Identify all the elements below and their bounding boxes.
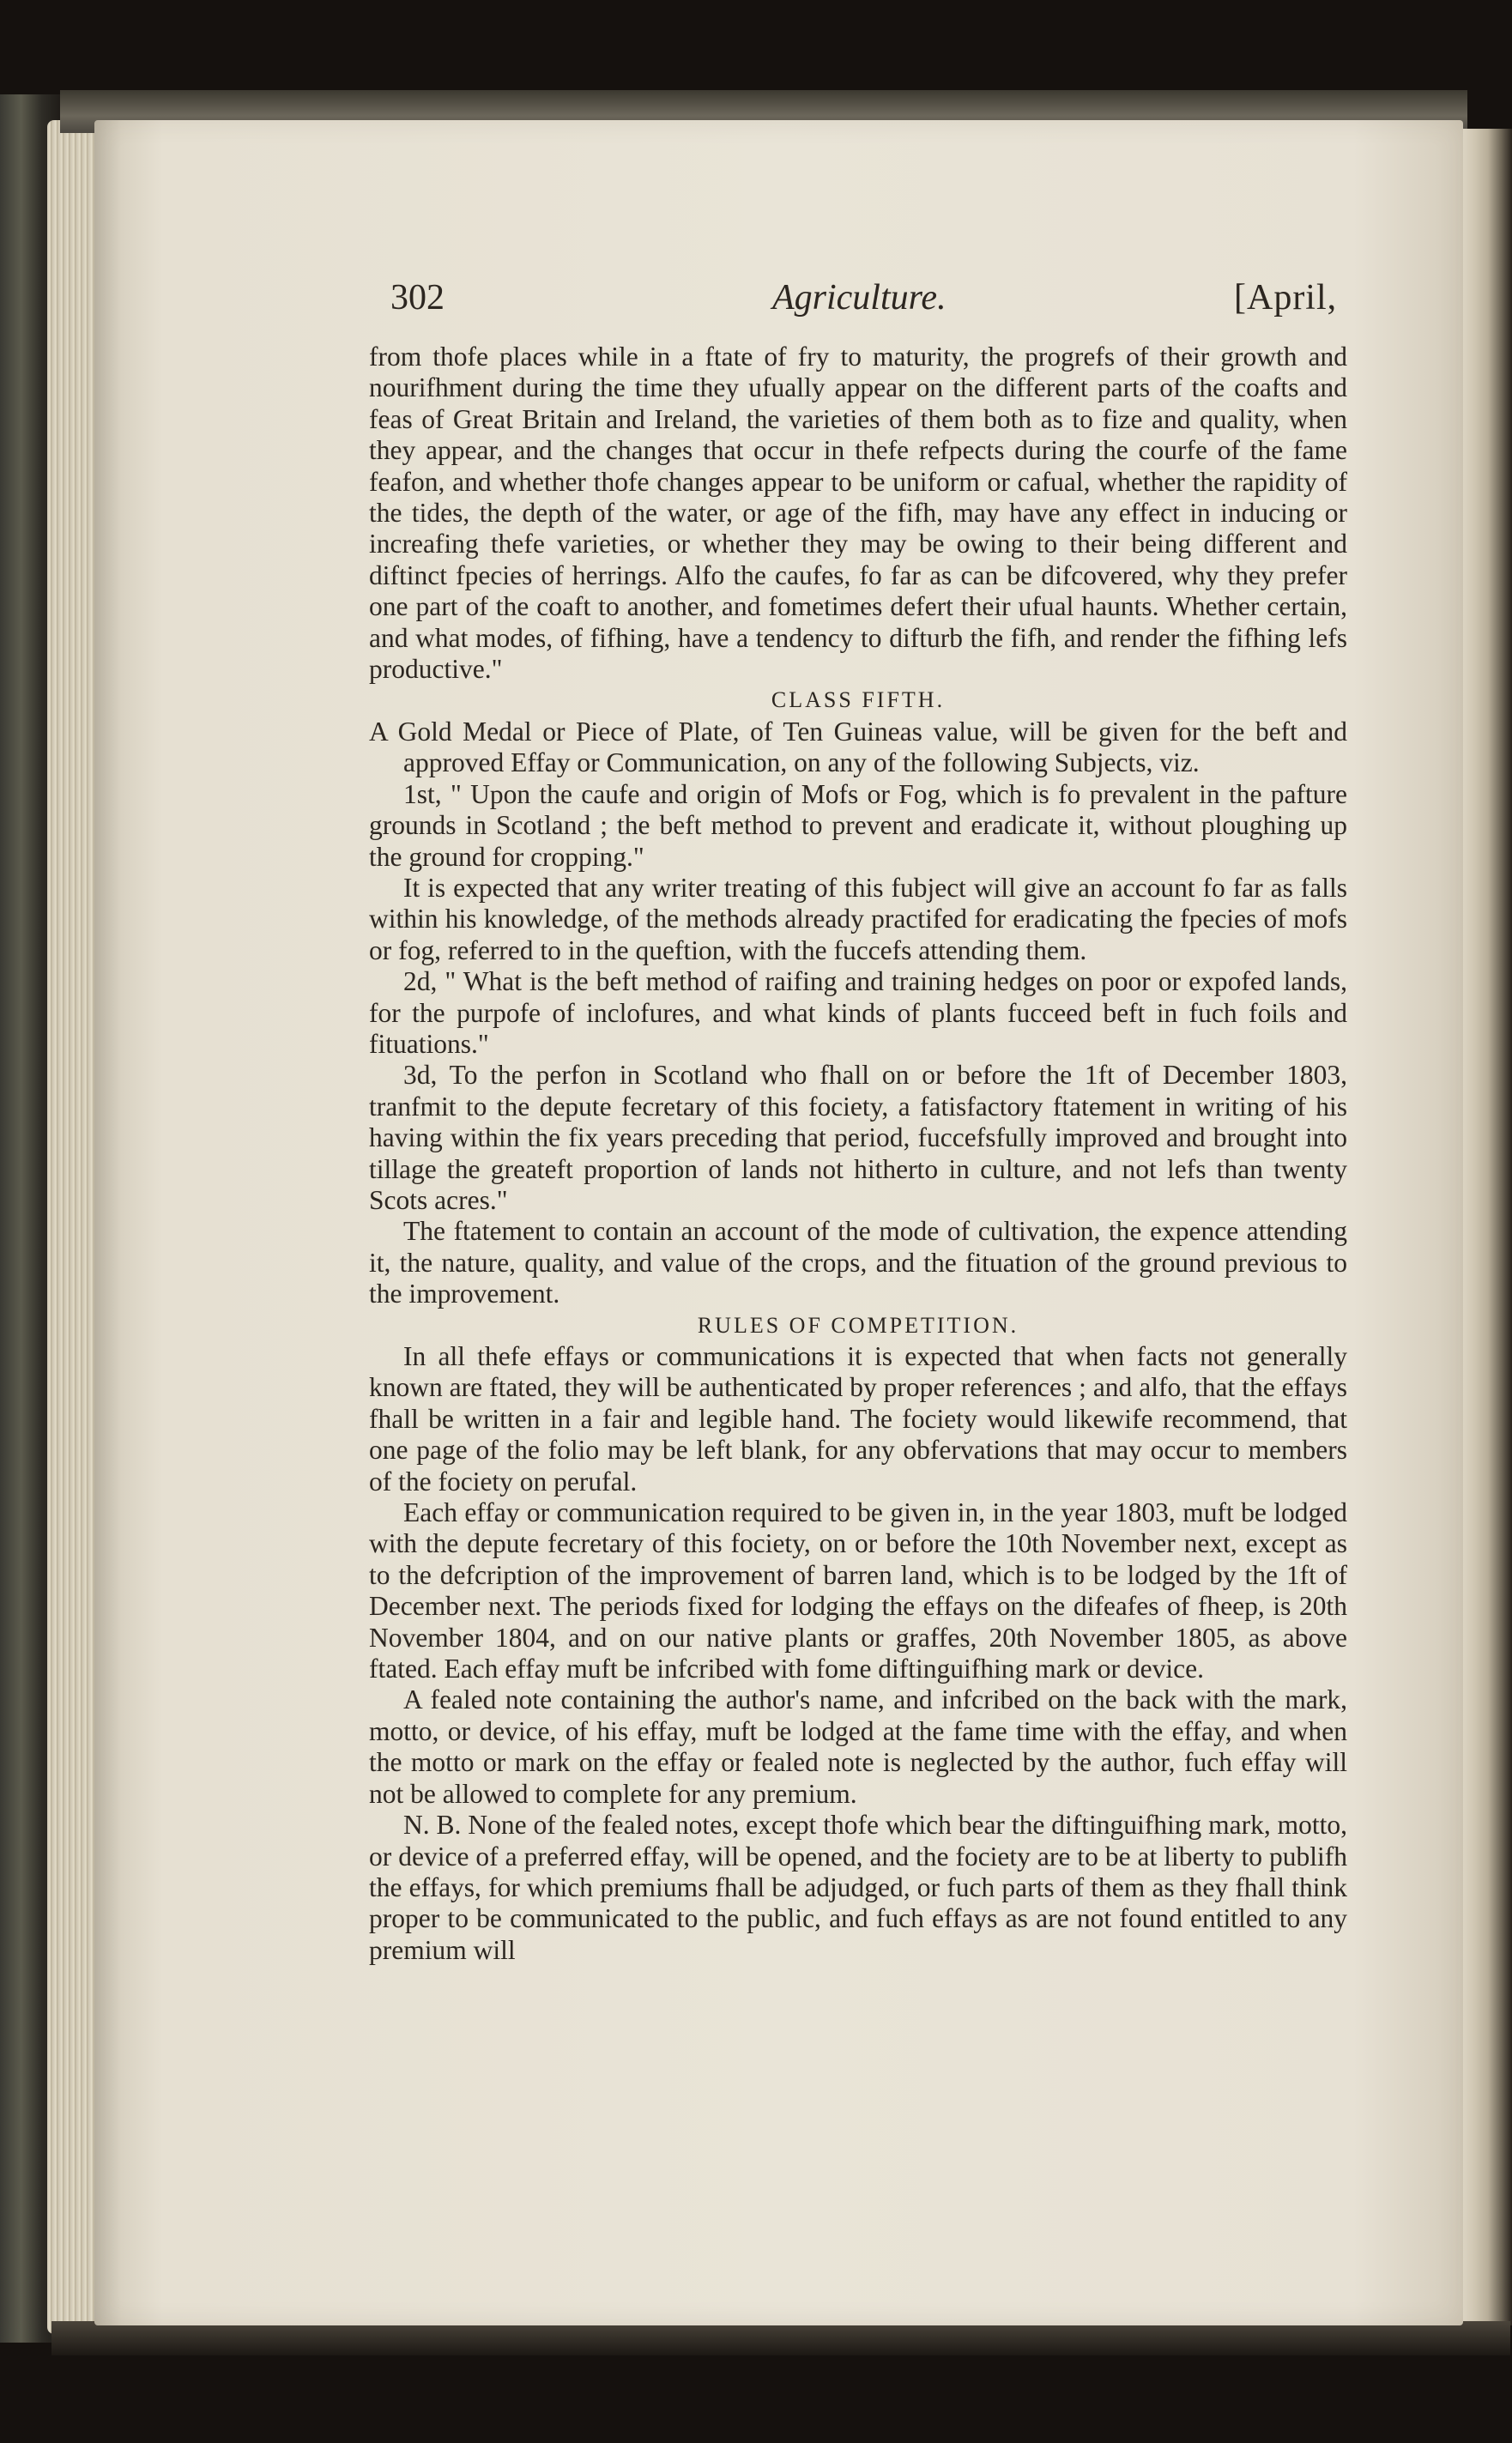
section-heading: RULES OF COMPETITION. bbox=[697, 1312, 1019, 1338]
paragraph: The ftatement to contain an account of the mode of cultivation, the expence attending it, the nature, quality, and value of the crops, and the fituation of the ground previous to the improvement. bbox=[369, 1216, 1347, 1309]
paragraph: In all thefe effays or communications it is expected that when facts not generally known are ftated, they will be authenticated by proper references ; and alfo, that the effays fhall be written in a fair and legible hand. The fociety would likewife recommend, that one page of the folio may be left blank, for any obfervations that may occur to members of the fociety on perufal. bbox=[369, 1341, 1347, 1497]
right-page-edge bbox=[1459, 129, 1512, 2325]
paragraph: A Gold Medal or Piece of Plate, of Ten Guineas value, will be given for the beft and approved Effay or Communication, on any of the following Subjects, viz. bbox=[369, 716, 1347, 778]
paragraph: N. B. None of the fealed notes, except thofe which bear the diftinguifhing mark, motto, or device of a preferred effay, will be opened, and the fociety are to be at liberty to publifh the effays, for which premiums fhall be adjudged, or fuch parts of them as they fhall think proper to be communicated to the public, and fuch effays as are not found entitled to any premium will bbox=[369, 1810, 1347, 1965]
bottom-shadow bbox=[51, 2321, 1510, 2355]
paragraph: from thofe places while in a ftate of fry to maturity, the progrefs of their growth and nourifhment during the time they ufually appear on the different parts of the coafts and feas of Great Britain and Ireland, the varieties of them both as to fize and quality, when they appear, and the changes that occur in thefe refpects during the courfe of the fame feafon, and whether thofe changes appear to be uniform or cafual, whether the rapidity of the tides, the depth of the water, or age of the fifh, may have any effect in inducing or increafing thefe varieties, or whether they may be owing to their being different and diftinct fpecies of herrings. Alfo the caufes, fo far as can be difcovered, why they prefer one part of the coaft to another, and fometimes defert their ufual haunts. Whether certain, and what modes, of fifhing, have a tendency to difturb the fifh, and render the fifhing lefs productive." bbox=[369, 342, 1347, 685]
running-head-month: [April, bbox=[1234, 278, 1338, 317]
paragraph: 1st, " Upon the caufe and origin of Mofs or Fog, which is fo prevalent in the pafture grounds in Scotland ; the beft method to prevent and eradicate it, without ploughing up the ground for cropping." bbox=[369, 778, 1347, 872]
paragraph: 2d, " What is the beft method of raifing and training hedges on poor or expofed lands, for the purpofe of inclofures, and what kinds of plants fucceed beft in fuch foils and fituations." bbox=[369, 966, 1347, 1059]
paragraph: Each effay or communication required to be given in, in the year 1803, muft be lodged with the depute fecretary of this fociety, on or before the 10th November next, except as to the defcription of the improvement of barren land, which is to be lodged by the 1ft of December next. The periods fixed for lodging the effays on the difeafes of fheep, is 20th November 1804, and on our native plants or graffes, 20th November 1805, as above ftated. Each effay muft be infcribed with fome diftinguifhing mark or device. bbox=[369, 1497, 1347, 1684]
paragraph: 3d, To the perfon in Scotland who fhall on or before the 1ft of December 1803, tranfmit to the depute fecretary of this fociety, a fatisfactory ftatement in writing of his having within the fix years preceding that period, fuccefsfully improved and brought into tillage the greateft proportion of lands not hitherto in culture, and not lefs than twenty Scots acres." bbox=[369, 1060, 1347, 1215]
running-head: Agriculture. bbox=[772, 278, 947, 317]
page-number: 302 bbox=[390, 278, 445, 317]
section-heading: CLASS FIFTH. bbox=[771, 687, 946, 713]
body-text bbox=[369, 342, 1347, 1966]
paragraph: It is expected that any writer treating of this fubject will give an account fo far as falls within his knowledge, of the methods already practifed for eradicating the fpecies of mofs or fog, referred to in the queftion, with the fuccefs attending them. bbox=[369, 872, 1347, 965]
paragraph: A fealed note containing the author's name, and infcribed on the back with the mark, motto, or device, of his effay, muft be lodged at the fame time with the effay, and when the motto or mark on the effay or fealed note is neglected by the author, fuch effay will not be allowed to complete for any premium. bbox=[369, 1684, 1347, 1809]
